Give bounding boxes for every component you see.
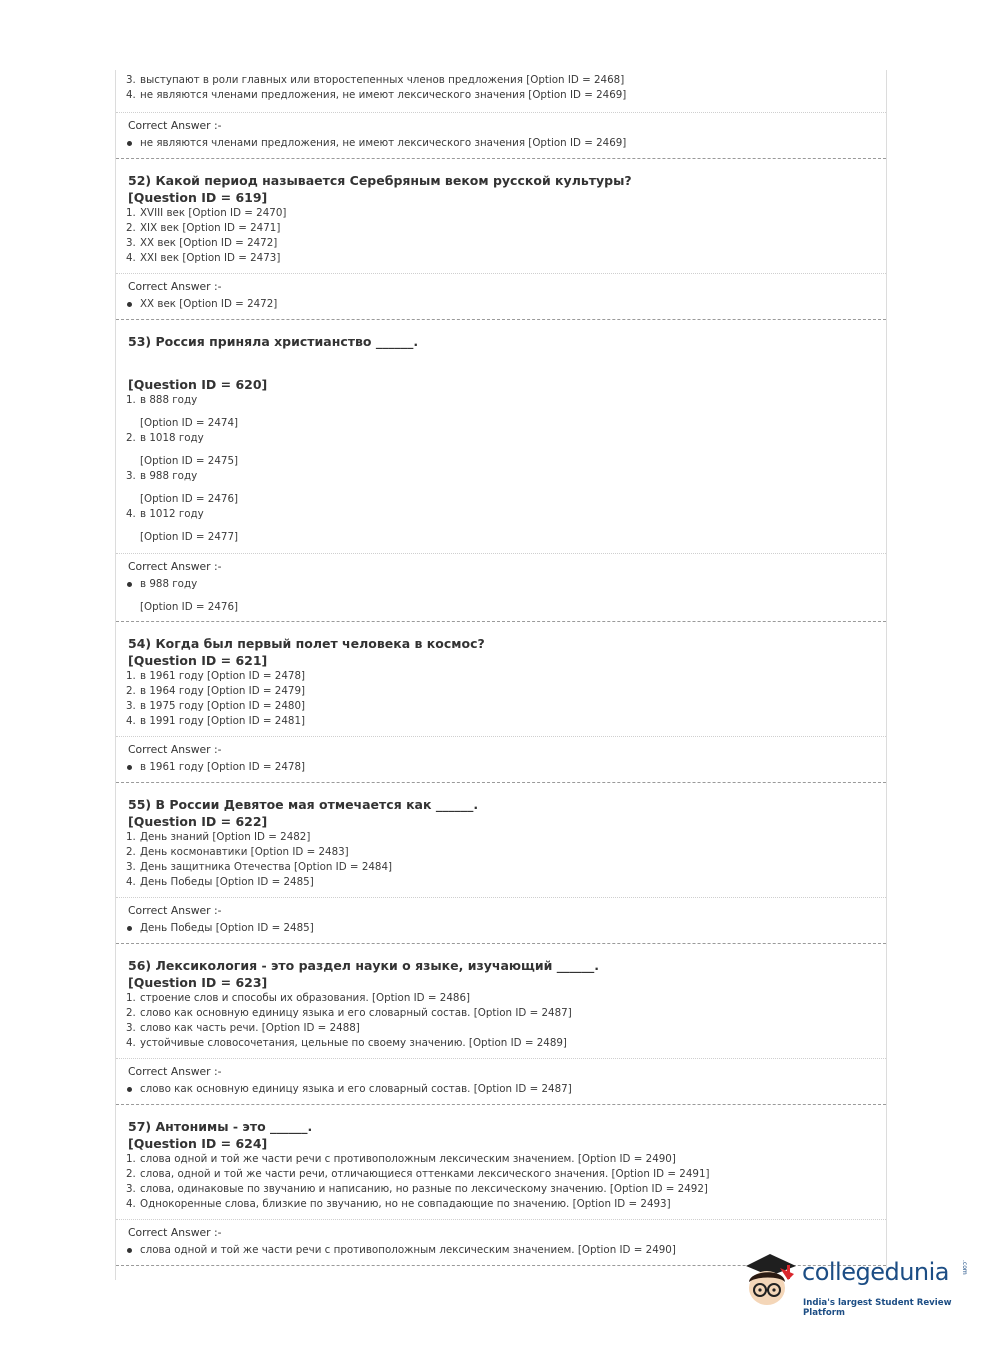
option-item: 3. выступают в роли главных или второстепенных членов предложения [Option ID = 2468] — [126, 74, 625, 86]
exam-sheet — [115, 70, 887, 1280]
option-item: 4. устойчивые словосочетания, цельные по своему значению. [Option ID = 2489] — [126, 1037, 567, 1049]
option-list — [128, 393, 886, 545]
bullet-icon — [127, 302, 132, 307]
correct-answer-label: Correct Answer :- — [128, 560, 222, 573]
option-item: 4. XXI век [Option ID = 2473] — [126, 252, 281, 264]
correct-answer: в 988 году [Option ID = 2476] — [126, 577, 886, 615]
bullet-icon — [127, 1248, 132, 1253]
bullet-icon — [127, 926, 132, 931]
question-id: [Question ID = 624] — [128, 1136, 268, 1151]
question-56 — [116, 944, 886, 1105]
correct-answer-label: Correct Answer :- — [128, 904, 222, 917]
option-item: 3. в 988 году [Option ID = 2476] — [126, 470, 239, 505]
question-block — [116, 320, 886, 554]
correct-answer-label: Correct Answer :- — [128, 1226, 222, 1239]
option-list — [128, 206, 886, 266]
correct-answer: слово как основную единицу языка и его словарный состав. [Option ID = 2487] — [126, 1082, 886, 1097]
brand-suffix: .com — [961, 1260, 968, 1275]
options-block — [116, 70, 886, 113]
question-57 — [116, 1105, 886, 1266]
question-block — [116, 944, 886, 1059]
bullet-icon — [127, 141, 132, 146]
question-block — [116, 159, 886, 274]
correct-answer: в 1961 году [Option ID = 2478] — [126, 760, 886, 775]
question-title: 55) В России Девятое мая отмечается как ______. — [128, 797, 479, 812]
bullet-icon — [127, 1087, 132, 1092]
option-item: 2. в 1018 году [Option ID = 2475] — [126, 432, 239, 467]
option-list — [128, 991, 886, 1051]
option-item: 1. в 888 году [Option ID = 2474] — [126, 394, 239, 429]
option-item: 2. слово как основную единицу языка и его словарный состав. [Option ID = 2487] — [126, 1007, 572, 1019]
option-item: 3. День защитника Отечества [Option ID = 2484] — [126, 861, 393, 873]
question-block — [116, 783, 886, 898]
question-block — [116, 1105, 886, 1220]
correct-answer: не являются членами предложения, не имеют лексического значения [Option ID = 2469] — [126, 136, 886, 151]
question-51-fragment — [116, 70, 886, 159]
option-item: 2. XIX век [Option ID = 2471] — [126, 222, 281, 234]
correct-answer-block — [116, 274, 886, 319]
question-52 — [116, 159, 886, 320]
question-title: 53) Россия приняла христианство ______. — [128, 334, 419, 349]
option-item: 4. в 1012 году [Option ID = 2477] — [126, 508, 239, 543]
correct-answer-label: Correct Answer :- — [128, 119, 222, 132]
option-item: 2. слова, одной и той же части речи, отличающиеся оттенками лексического значения. [Option ID = 2491] — [126, 1168, 710, 1180]
option-list — [128, 1152, 886, 1212]
brand-tagline: India's largest Student Review Platform — [803, 1298, 952, 1318]
question-id: [Question ID = 623] — [128, 975, 268, 990]
bullet-icon — [127, 765, 132, 770]
question-55 — [116, 783, 886, 944]
question-53 — [116, 320, 886, 622]
collegedunia-logo[interactable] — [740, 1248, 980, 1318]
brand-name: collegedunia — [802, 1258, 950, 1286]
option-list — [128, 73, 886, 103]
option-item: 3. слова, одинаковые по звучанию и написанию, но разные по лексическому значению. [Option ID = 2492] — [126, 1183, 708, 1195]
question-title: 54) Когда был первый полет человека в космос? — [128, 636, 485, 651]
option-item: 4. Однокоренные слова, близкие по звучанию, но не совпадающие по значению. [Option ID = 2493] — [126, 1198, 671, 1210]
correct-answer-label: Correct Answer :- — [128, 1065, 222, 1078]
correct-answer-block — [116, 1059, 886, 1104]
option-item: 2. День космонавтики [Option ID = 2483] — [126, 846, 349, 858]
question-id: [Question ID = 620] — [128, 377, 268, 392]
correct-answer-label: Correct Answer :- — [128, 280, 222, 293]
option-item: 1. строение слов и способы их образования. [Option ID = 2486] — [126, 992, 471, 1004]
option-item: 1. слова одной и той же части речи с противоположным лексическим значением. [Option ID = 2490] — [126, 1153, 676, 1165]
option-item: 1. XVIII век [Option ID = 2470] — [126, 207, 287, 219]
option-item: 2. в 1964 году [Option ID = 2479] — [126, 685, 306, 697]
question-title: 56) Лексикология - это раздел науки о языке, изучающий ______. — [128, 958, 599, 973]
question-54 — [116, 622, 886, 783]
question-id: [Question ID = 621] — [128, 653, 268, 668]
correct-answer-block — [116, 554, 886, 621]
correct-answer-block — [116, 737, 886, 782]
option-item: 3. XX век [Option ID = 2472] — [126, 237, 278, 249]
correct-answer: слова одной и той же части речи с противоположным лексическим значением. [Option ID = 2490] — [126, 1243, 886, 1258]
option-item: 1. в 1961 году [Option ID = 2478] — [126, 670, 306, 682]
correct-answer: XX век [Option ID = 2472] — [126, 297, 886, 312]
correct-answer: День Победы [Option ID = 2485] — [126, 921, 886, 936]
question-id: [Question ID = 619] — [128, 190, 268, 205]
correct-answer-label: Correct Answer :- — [128, 743, 222, 756]
question-block — [116, 622, 886, 737]
option-item: 4. День Победы [Option ID = 2485] — [126, 876, 314, 888]
bullet-icon — [127, 582, 132, 587]
option-item: 4. в 1991 году [Option ID = 2481] — [126, 715, 306, 727]
question-title: 57) Антонимы - это ______. — [128, 1119, 313, 1134]
option-list — [128, 669, 886, 729]
option-item: 1. День знаний [Option ID = 2482] — [126, 831, 311, 843]
correct-answer-block — [116, 113, 886, 158]
option-item: 3. слово как часть речи. [Option ID = 2488] — [126, 1022, 360, 1034]
option-list — [128, 830, 886, 890]
option-item: 3. в 1975 году [Option ID = 2480] — [126, 700, 306, 712]
correct-answer-block — [116, 898, 886, 943]
option-item: 4. не являются членами предложения, не имеют лексического значения [Option ID = 2469] — [126, 89, 627, 101]
question-id: [Question ID = 622] — [128, 814, 268, 829]
mascot-icon — [740, 1248, 800, 1310]
question-title: 52) Какой период называется Серебряным веком русской культуры? — [128, 173, 632, 188]
